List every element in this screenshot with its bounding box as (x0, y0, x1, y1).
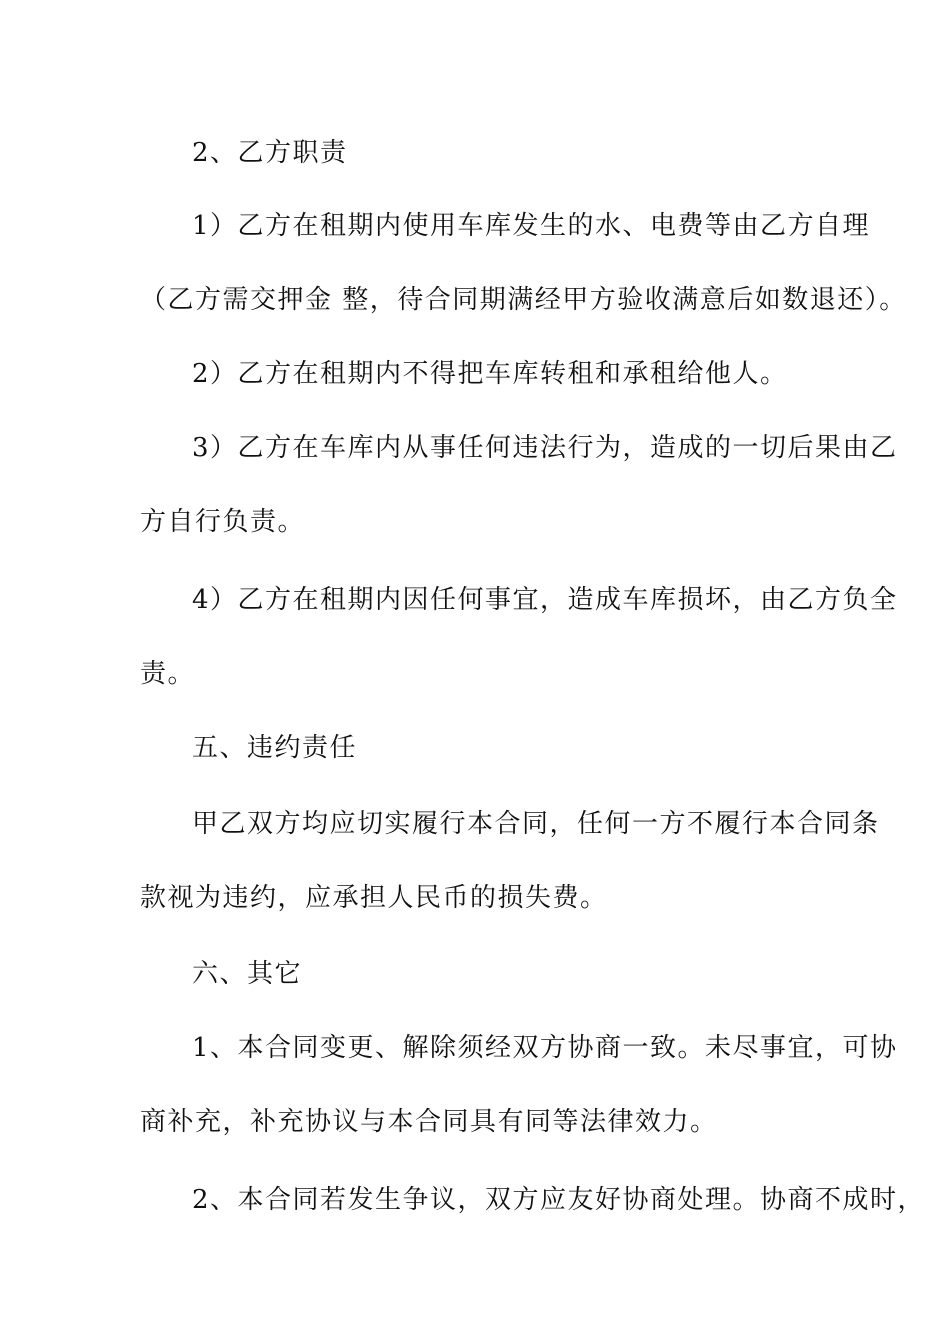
clause-line: 1、本合同变更、解除须经双方协商一致。未尽事宜，可协 (192, 1033, 898, 1063)
section-heading-party-b-duties: 2、乙方职责 (192, 138, 348, 168)
clause-line: 方自行负责。 (140, 507, 306, 537)
clause-line: 2）乙方在租期内不得把车库转租和承租给他人。 (192, 359, 788, 389)
section-heading-breach-liability: 五、违约责任 (192, 733, 358, 763)
clause-line: 1）乙方在租期内使用车库发生的水、电费等由乙方自理 (192, 211, 871, 241)
clause-line: （乙方需交押金 整，待合同期满经甲方验收满意后如数退还）。 (140, 285, 907, 315)
clause-line: 商补充，补充协议与本合同具有同等法律效力。 (140, 1107, 718, 1137)
clause-line: 2、本合同若发生争议，双方应友好协商处理。协商不成时， (192, 1185, 926, 1215)
clause-line: 责。 (140, 659, 196, 689)
clause-line: 4）乙方在租期内因任何事宜，造成车库损坏，由乙方负全 (192, 585, 898, 615)
clause-line: 款视为违约，应承担人民币的损失费。 (140, 883, 608, 913)
clause-line: 3）乙方在车库内从事任何违法行为，造成的一切后果由乙 (192, 433, 898, 463)
clause-line: 甲乙双方均应切实履行本合同，任何一方不履行本合同条 (192, 809, 880, 839)
section-heading-other: 六、其它 (192, 959, 303, 989)
